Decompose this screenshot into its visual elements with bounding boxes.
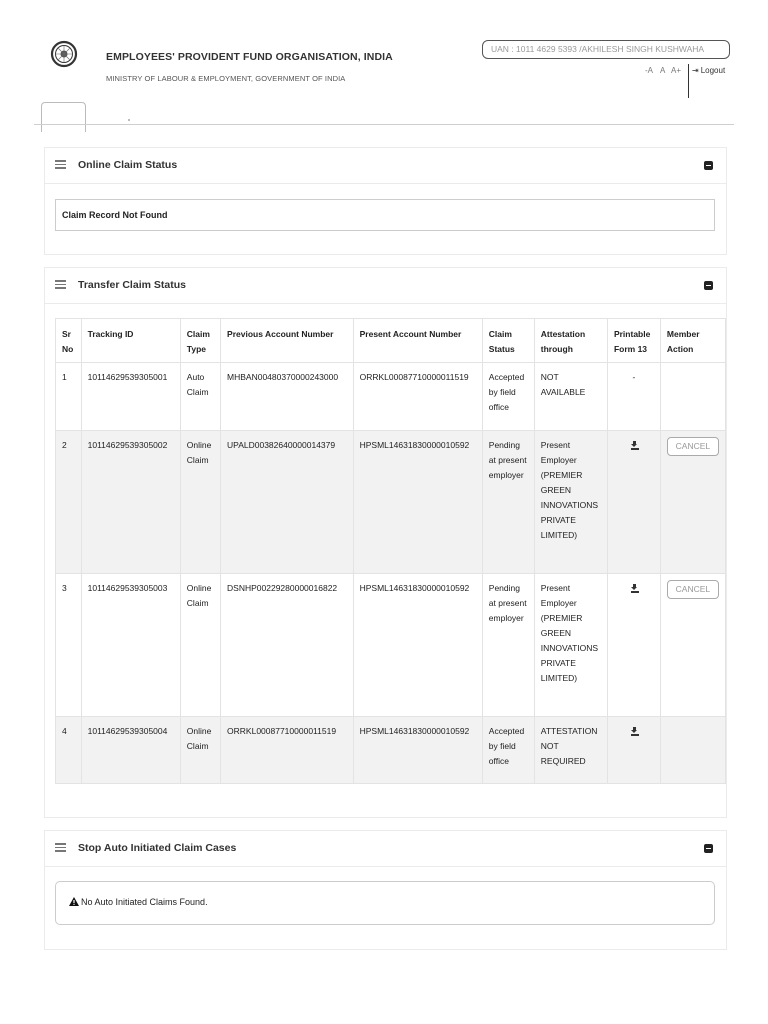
member-action-cell	[660, 717, 725, 784]
column-header: Claim Status	[482, 319, 534, 363]
column-header: Member Action	[660, 319, 725, 363]
logout-divider	[688, 64, 689, 98]
download-icon[interactable]	[631, 727, 639, 735]
present-account-cell: ORRKL00087710000011519	[353, 363, 482, 431]
previous-account-cell: MHBAN00480370000243000	[221, 363, 354, 431]
tracking-id-cell: 10114629539305002	[81, 431, 180, 574]
font-increase-button[interactable]: A+	[671, 66, 682, 75]
tracking-id-cell: 10114629539305003	[81, 574, 180, 717]
logout-link[interactable]	[692, 66, 725, 75]
claim-type-cell: Online Claim	[180, 574, 220, 717]
online-claim-message: Claim Record Not Found	[55, 199, 715, 231]
online-claim-header	[45, 148, 726, 184]
stop-auto-panel	[44, 830, 727, 950]
column-header: Claim Type	[180, 319, 220, 363]
column-header: Tracking ID	[81, 319, 180, 363]
member-action-cell	[660, 574, 725, 717]
table-row	[56, 717, 726, 784]
attestation-cell: ATTESTATION NOT REQUIRED	[534, 717, 607, 784]
sr-no-cell: 4	[56, 717, 82, 784]
sr-no-cell: 1	[56, 363, 82, 431]
nav-marker	[128, 119, 130, 121]
column-header: Attestation through	[534, 319, 607, 363]
column-header: Sr No	[56, 319, 82, 363]
bars-icon[interactable]	[55, 843, 66, 852]
table-row	[56, 574, 726, 717]
download-icon[interactable]	[631, 584, 639, 592]
printable-form-cell	[607, 363, 660, 431]
claim-status-cell: Pending at present employer	[482, 431, 534, 574]
claim-type-cell: Online Claim	[180, 717, 220, 784]
minus-square-icon[interactable]	[704, 281, 713, 290]
tracking-id-cell: 10114629539305001	[81, 363, 180, 431]
attestation-cell: NOT AVAILABLE	[534, 363, 607, 431]
transfer-claim-title: Transfer Claim Status	[78, 279, 186, 291]
transfer-claim-header	[45, 268, 726, 304]
online-claim-panel	[44, 147, 727, 255]
table-row	[56, 363, 726, 431]
org-name: EMPLOYEES' PROVIDENT FUND ORGANISATION, INDIA	[106, 51, 393, 63]
previous-account-cell: ORRKL00087710000011519	[221, 717, 354, 784]
ministry-name: MINISTRY OF LABOUR & EMPLOYMENT, GOVERNMENT OF INDIA	[106, 74, 346, 83]
previous-account-cell: UPALD00382640000014379	[221, 431, 354, 574]
present-account-cell: HPSML14631830000010592	[353, 574, 482, 717]
bars-icon[interactable]	[55, 280, 66, 289]
present-account-cell: HPSML14631830000010592	[353, 431, 482, 574]
claim-status-cell: Accepted by field office	[482, 717, 534, 784]
member-action-cell	[660, 431, 725, 574]
column-header: Printable Form 13	[607, 319, 660, 363]
tracking-id-cell: 10114629539305004	[81, 717, 180, 784]
transfer-claim-table	[55, 318, 726, 784]
nav-divider	[34, 124, 734, 125]
cancel-claim-button[interactable]: CANCEL	[667, 580, 719, 599]
download-icon[interactable]	[631, 441, 639, 449]
stop-auto-message-box	[55, 881, 715, 925]
attestation-cell: Present Employer (PREMIER GREEN INNOVATIONS PRIVATE LIMITED)	[534, 431, 607, 574]
stop-auto-header	[45, 831, 726, 867]
bars-icon[interactable]	[55, 160, 66, 169]
sr-no-cell: 3	[56, 574, 82, 717]
transfer-claim-panel	[44, 267, 727, 818]
printable-form-cell	[607, 574, 660, 717]
font-decrease-button[interactable]: -A	[645, 66, 653, 75]
warning-icon	[69, 897, 79, 906]
stop-auto-title: Stop Auto Initiated Claim Cases	[78, 842, 237, 854]
online-claim-title: Online Claim Status	[78, 159, 178, 171]
previous-account-cell: DSNHP00229280000016822	[221, 574, 354, 717]
column-header: Previous Account Number	[221, 319, 354, 363]
logout-label: Logout	[700, 66, 726, 75]
sign-out-icon: ⇥	[692, 66, 699, 75]
claim-status-cell: Accepted by field office	[482, 363, 534, 431]
cancel-claim-button[interactable]: CANCEL	[667, 437, 719, 456]
claim-status-cell: Pending at present employer	[482, 574, 534, 717]
member-action-cell	[660, 363, 725, 431]
printable-form-value: -	[632, 372, 636, 382]
minus-square-icon[interactable]	[704, 844, 713, 853]
nav-tab-home[interactable]	[41, 102, 86, 132]
sr-no-cell: 2	[56, 431, 82, 574]
column-header: Present Account Number	[353, 319, 482, 363]
attestation-cell: Present Employer (PREMIER GREEN INNOVATIONS PRIVATE LIMITED)	[534, 574, 607, 717]
printable-form-cell	[607, 431, 660, 574]
claim-type-cell: Auto Claim	[180, 363, 220, 431]
epfo-emblem-icon	[50, 40, 78, 68]
table-header-row	[56, 319, 726, 363]
uan-user-info: UAN : 1011 4629 5393 /AKHILESH SINGH KUSHWAHA	[482, 40, 730, 59]
printable-form-cell	[607, 717, 660, 784]
font-normal-button[interactable]: A	[660, 66, 666, 75]
present-account-cell: HPSML14631830000010592	[353, 717, 482, 784]
stop-auto-message: No Auto Initiated Claims Found.	[81, 897, 208, 907]
minus-square-icon[interactable]	[704, 161, 713, 170]
table-row	[56, 431, 726, 574]
claim-type-cell: Online Claim	[180, 431, 220, 574]
